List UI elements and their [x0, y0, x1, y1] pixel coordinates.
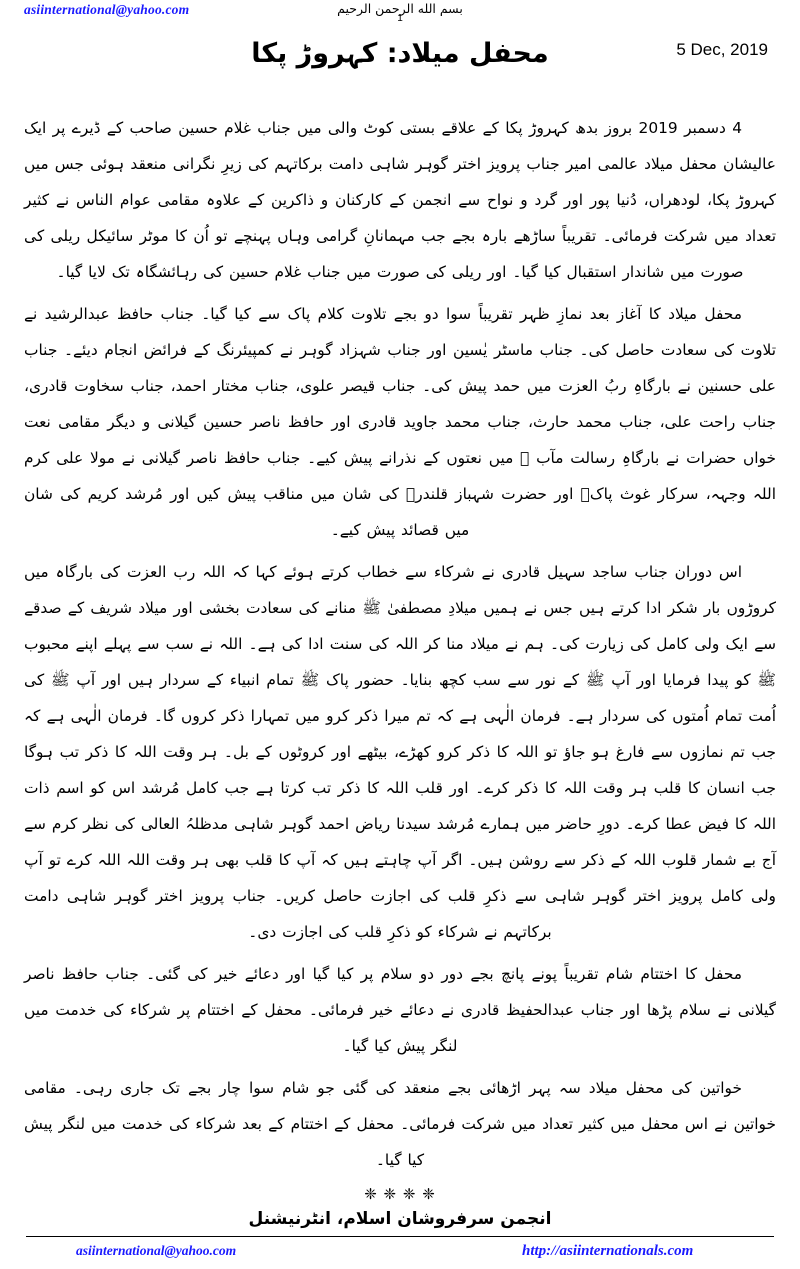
page-header [24, 0, 776, 84]
footer-website-link[interactable]: http://asiinternationals.com [522, 1243, 694, 1259]
footer-divider [26, 1236, 774, 1237]
page-title: محفل میلاد: کہروڑ پکا [251, 38, 549, 69]
document-date: 5 Dec, 2019 [676, 40, 768, 59]
page-footer [24, 1243, 776, 1269]
footer-email-link[interactable]: asiinternational@yahoo.com [76, 1243, 237, 1258]
paragraph: اس دوران جناب ساجد سہیل قادری نے شرکاء سے خطاب کرتے ہوئے کہا کہ اللہ رب العزت کی بارگاہ میں کروڑوں بار شکر ادا کرتے ہیں جس نے ہمیں میلادِ مصطفیٰ ﷺ منانے کی سعادت بخشی اور میلاد شریف کے صدقے سے ایک ولی کامل کی زیارت کی۔ ہم نے میلاد منا کر اللہ کی سنت ادا کی ہے۔ اللہ نے سب سے پہلے اپنے محبوب ﷺ کو پیدا فرمایا اور آپ ﷺ کے نور سے سب کچھ بنایا۔ حضور پاک ﷺ تمام انبیاء کے سردار ہیں اور آپ ﷺ کی اُمت تمام اُمتوں کی سردار ہے۔ فرمان الٰہی ہے کہ تم میرا ذکر کرو میں تمہارا ذکر کروں گا۔ فرمان الٰہی ہے کہ جب تم نمازوں سے فارغ ہو جاؤ تو اللہ کا ذکر کرو کھڑے، بیٹھے اور کروٹوں کے بل۔ ہر وقت اللہ کا ذکر تب ہوگا جب انسان کا قلب ہر وقت اللہ کا ذکر کرے۔ اور قلب اللہ کا ذکر تب کرتا ہے جب کامل مُرشد اس کو اسم ذات اللہ کا فیض عطا کرے۔ دورِ حاضر میں ہمارے مُرشد سیدنا ریاض احمد گوہر شاہی مدظلہُ العالی کی نظر کرم سے آج بے شمار قلوب اللہ کے ذکر سے روشن ہیں۔ اگر آپ چاہتے ہیں کہ آپ کا قلب بھی ہر وقت اللہ اللہ کرے تو آپ ولی کامل پرویز اختر گوہر شاہی سے ذکرِ قلب کی اجازت حاصل کریں۔ جناب پرویز اختر گوہر شاہی دامت برکاتہم نے شرکاء کو ذکرِ قلب کی اجازت دی۔ [24, 563, 776, 941]
title-row [24, 32, 776, 80]
article-body [24, 110, 776, 1178]
page-number: 1 [397, 13, 403, 24]
paragraph: 4 دسمبر 2019 بروز بدھ کہروڑ پکا کے علاقے بستی کوٹ والی میں جناب غلام حسین صاحب کے ڈیرے پر ایک عالیشان محفل میلاد عالمی امیر جناب پرویز اختر گوہر شاہی دامت برکاتہم کی زیرِ نگرانی منعقد ہوئی جس میں کہروڑ پکا، لودھراں، دُنیا پور اور گرد و نواح سے انجمن کے کارکنان و ذاکرین کے علاوہ مقامی عوام الناس نے کثیر تعداد میں شرکت فرمائی۔ تقریباً ساڑھے بارہ بجے جب مہمانانِ گرامی وہاں پہنچے تو اُن کا موٹر سائیکل ریلی کی صورت میں شاندار استقبال کیا گیا۔ اور ریلی کی صورت میں جناب غلام حسین کی رہائشگاہ تک لایا گیا۔ [24, 119, 776, 281]
header-email-link[interactable]: asiinternational@yahoo.com [24, 2, 190, 17]
paragraph: خواتین کی محفل میلاد سہ پہر اڑھائی بجے منعقد کی گئی جو شام سوا چار بجے تک جاری رہی۔ مقامی خواتین نے اس محفل میں کثیر تعداد میں شرکت فرمائی۔ محفل کے اختتام کے بعد شرکاء کی خدمت میں لنگر پیش کیا گیا۔ [24, 1079, 776, 1169]
ornament-divider: ❈ ❈ ❈ ❈ [364, 1185, 436, 1203]
paragraph: محفل میلاد کا آغاز بعد نمازِ ظہر تقریباً سوا دو بجے تلاوت کلام پاک سے کیا گیا۔ جناب حافظ عبدالرشید نے تلاوت کی سعادت حاصل کی۔ جناب ماسٹر یٰسین اور جناب شہزاد گوہر نے کمپیئرنگ کے فرائض انجام دیئے۔ جناب علی حسنین نے بارگاہِ ربُ العزت میں حمد پیش کی۔ جناب قیصر علوی، جناب مختار احمد، جناب سخاوت قادری، جناب راحت علی، جناب محمد حارث، جناب محمد جاوید قادری اور حافظ ناصر حسین گیلانی و دیگر مقامی نعت خواں حضرات نے بارگاہِ رسالت مآب ﷺ میں نعتوں کے نذرانے پیش کیے۔ جناب حافظ ناصر گیلانی نے مولا علی کرم اللہ وجہہ، سرکار غوث پاکؒ اور حضرت شہباز قلندرؒ کی شان میں مناقب پیش کیں اور مُرشد کریم کی شان میں قصائد پیش کیے۔ [24, 305, 776, 539]
bismillah-block [24, 0, 776, 23]
paragraph: محفل کا اختتام شام تقریباً پونے پانچ بجے دور دو سلام پر کیا گیا اور دعائے خیر کی گئی۔ جناب حافظ ناصر گیلانی نے سلام پڑھا اور جناب عبدالحفیظ قادری نے دعائے خیر فرمائی۔ محفل کے اختتام پر شرکاء کی خدمت میں لنگر پیش کیا گیا۔ [24, 965, 776, 1055]
bismillah-text: بسم الله الرحمن الرحیم [337, 1, 463, 16]
organization-name: انجمن سرفروشان اسلام، انٹرنیشنل [248, 1209, 552, 1229]
